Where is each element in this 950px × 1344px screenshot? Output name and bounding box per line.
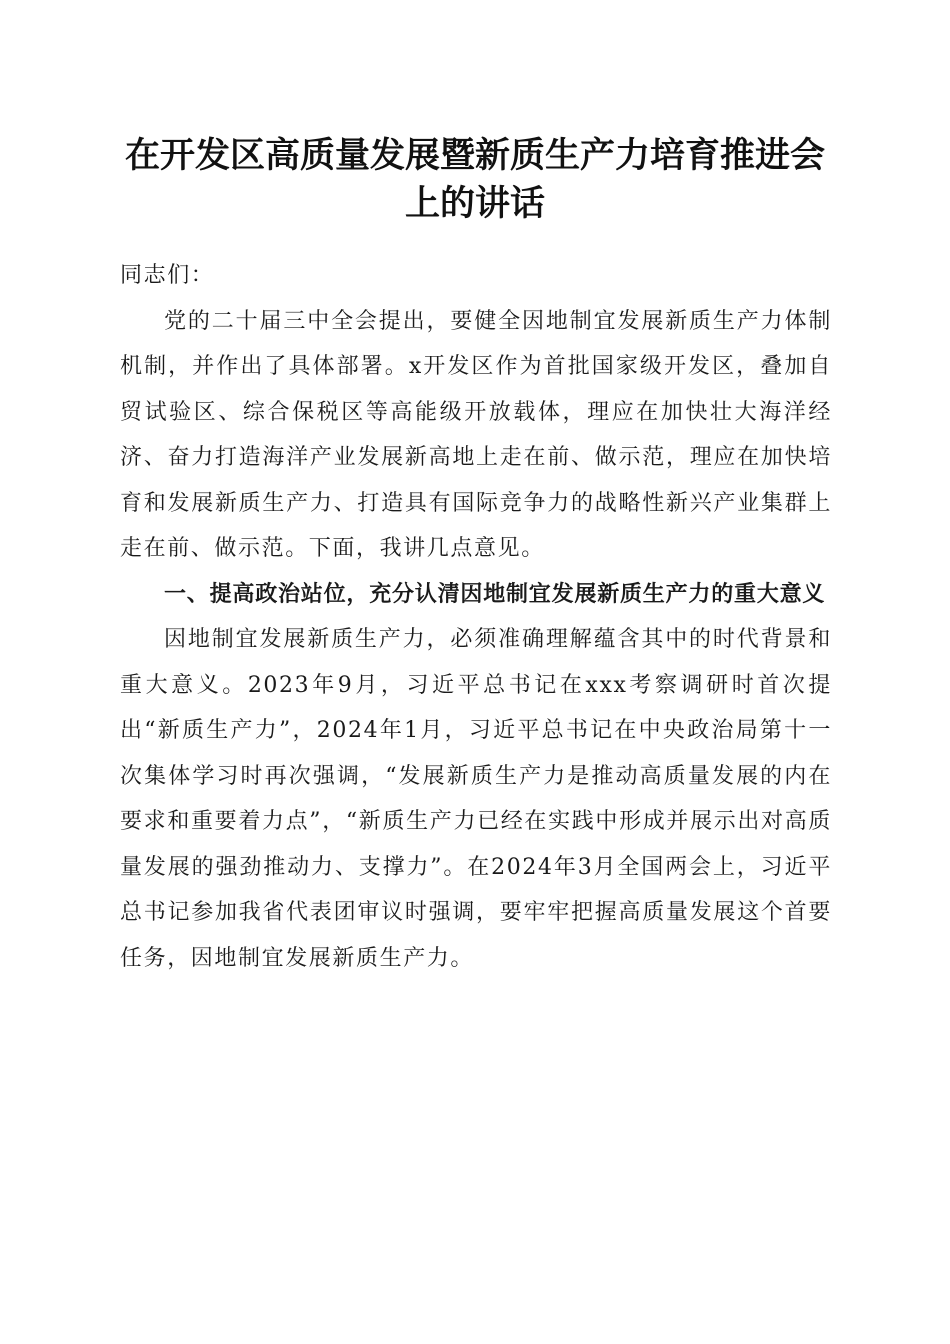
title-line-2: 上的讲话 [404,183,545,224]
document-body [120,253,832,981]
title-line-1: 在开发区高质量发展暨新质生产力培育推进会 [124,135,825,176]
salutation: 同志们： [120,263,215,288]
section-heading-1: 一、提高政治站位，充分认清因地制宜发展新质生产力的重大意义 [164,581,826,607]
paragraph-section-1: 因地制宜发展新质生产力，必须准确理解蕴含其中的时代背景和重大意义。2023年9月，习近平总书记在xxx考察调研时首次提出“新质生产力”，2024年1月，习近平总书记在中央政治局第十一次集体学习时再次强调，“发展新质生产力是推动高质量发展的内在要求和重要着力点”，“新质生产力已经在实践中形成并展示出对高质量发展的强劲推动力、支撑力”。在2024年3月全国两会上，习近平总书记参加我省代表团审议时强调，要牢牢把握高质量发展这个首要任务，因地制宜发展新质生产力。 [120,627,832,971]
paragraph-intro: 党的二十届三中全会提出，要健全因地制宜发展新质生产力体制机制，并作出了具体部署。x开发区作为首批国家级开发区，叠加自贸试验区、综合保税区等高能级开放载体，理应在加快壮大海洋经济、奋力打造海洋产业发展新高地上走在前、做示范，理应在加快培育和发展新质生产力、打造具有国际竞争力的战略性新兴产业集群上走在前、做示范。下面，我讲几点意见。 [120,308,832,561]
document-title [100,132,850,228]
